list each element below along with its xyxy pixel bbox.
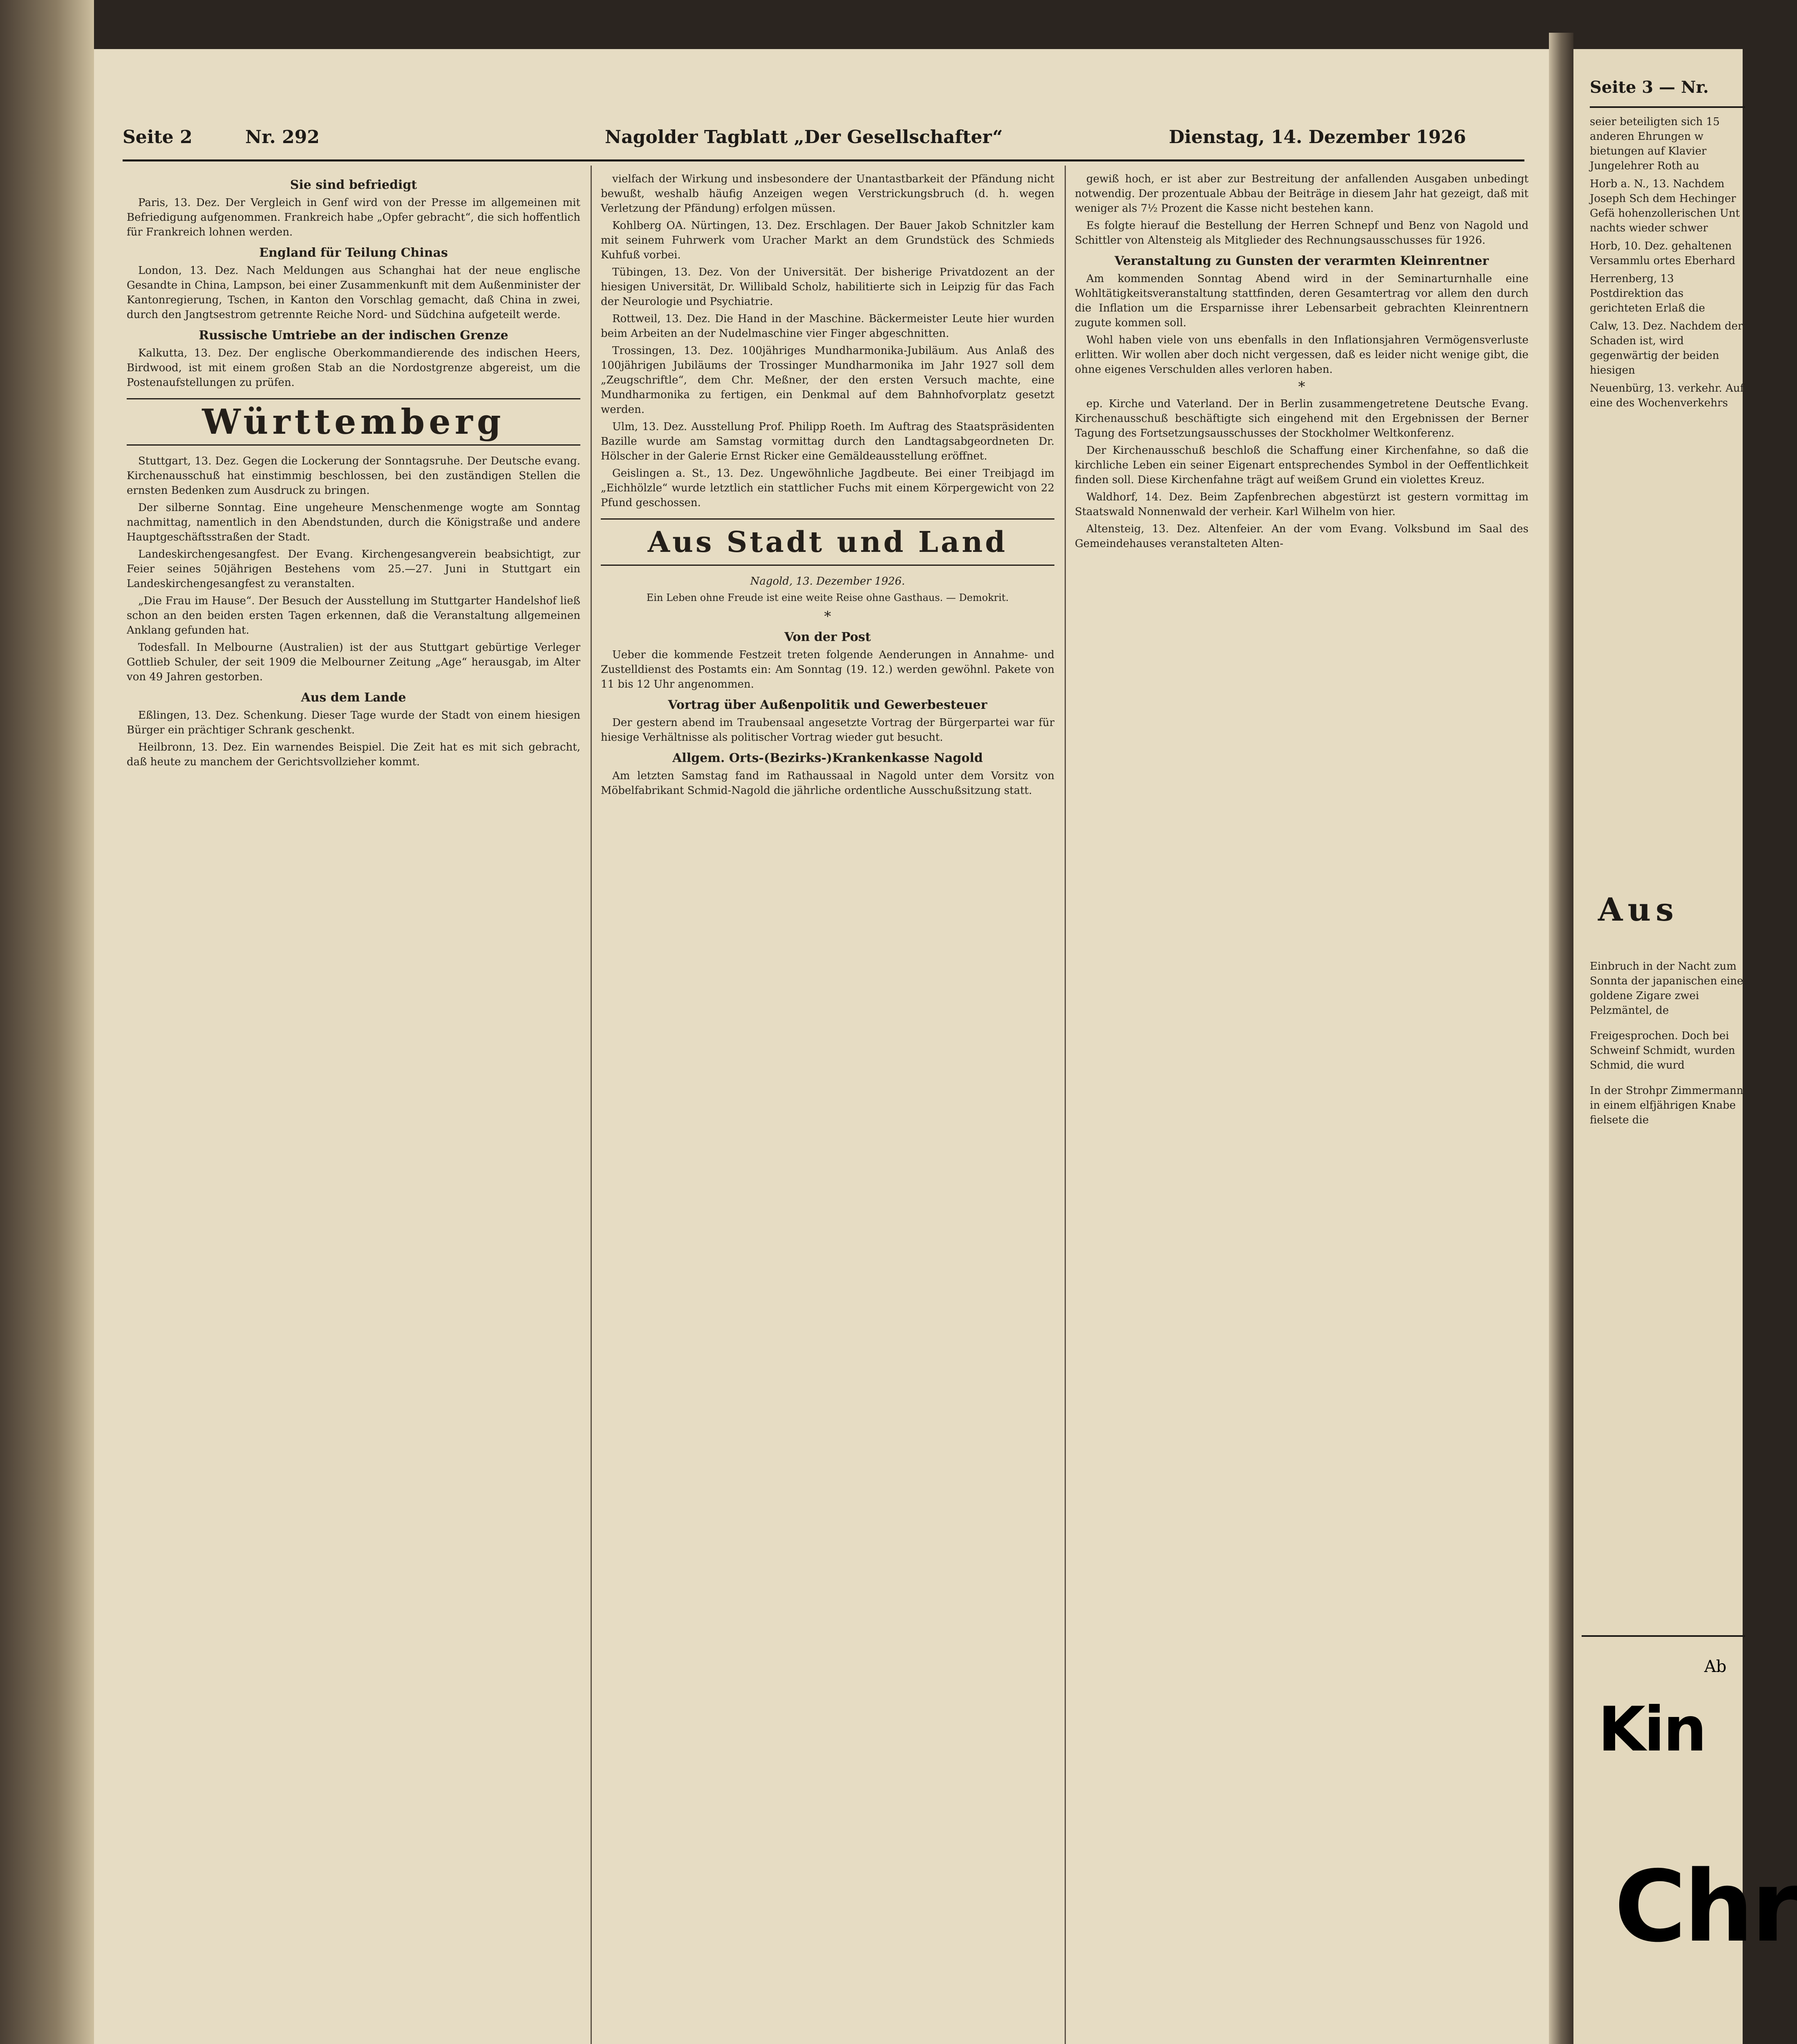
article-paragraph: Ulm, 13. Dez. Ausstellung Prof. Philipp Roeth. Im Auftrag des Staatspräsidenten Bazille wurde am Samstag vormittag durch den Landtagsabgeordneten Dr. Hölscher in der Galerie Ernst Ricker eine Gemäldeausstellung eröffnet. [601, 421, 1054, 462]
separator-asterisk: * [1298, 379, 1305, 395]
article-heading: England für Teilung Chinas [259, 246, 448, 260]
article-heading: Russische Umtriebe an der indischen Grenze [199, 328, 508, 343]
article-paragraph: Kalkutta, 13. Dez. Der englische Oberkommandierende des indischen Heers, Birdwood, ist mit einem großen Stab an die Nordostgrenze abgereist, um die Postenaufstellungen zu prüfen. [127, 347, 580, 389]
column-rule [1065, 166, 1066, 2044]
right-page-number: Seite 3 — Nr. [1590, 78, 1709, 97]
header-rule [123, 159, 1524, 161]
article-paragraph: Todesfall. In Melbourne (Australien) ist der aus Stuttgart gebürtige Verleger Gottlieb Schuler, der seit 1909 die Melbourner Zeitung „Age“ herausgab, im Alter von 49 Jahren gestorben. [127, 641, 580, 683]
newspaper-title: Nagolder Tagblatt „Der Gesellschafter“ [605, 127, 1003, 148]
article-paragraph: Kohlberg OA. Nürtingen, 13. Dez. Erschlagen. Der Bauer Jakob Schnitzler kam mit seinem Fuhrwerk vom Uracher Markt an dem Grundstück des Schmieds Kuhfuß vorbei. [601, 220, 1054, 261]
article-heading: Sie sind befriedigt [290, 178, 417, 192]
article-heading: Vortrag über Außenpolitik und Gewerbesteuer [668, 698, 987, 712]
article-paragraph: Am letzten Samstag fand im Rathaussaal in Nagold unter dem Vorsitz von Möbelfabrikant Schmid-Nagold die jährliche ordentliche Ausschußsitzung statt. [601, 770, 1054, 797]
article-paragraph: Landeskirchengesangfest. Der Evang. Kirchengesangverein beabsichtigt, zur Feier seines 50jährigen Bestehens vom 25.—27. Juni in Stuttgart ein Landeskirchengesangfest zu veranstalten. [127, 548, 580, 590]
article-paragraph: Der gestern abend im Traubensaal angesetzte Vortrag der Bürgerpartei war für hiesige Verhältnisse als politischer Vortrag wieder gut besucht. [601, 717, 1054, 744]
article-paragraph: Horb, 10. Dez. gehaltenen Versammlu ortes Eberhard [1590, 240, 1735, 267]
article-paragraph: London, 13. Dez. Nach Meldungen aus Schanghai hat der neue englische Gesandte in China, Lampson, bei einer Zusammenkunft mit dem Außenminister der Kantonregierung, Tschen, in Kanton den Vorschlag gemacht, daß China in zwei, durch den Jangtsestrom getrennte Reiche Nord- und Südchina aufgeteilt werde. [127, 264, 580, 321]
advertisement [1582, 1635, 1797, 2044]
article-paragraph: Freigesprochen. Doch bei Schweinf Schmidt, wurden Schmid, die wurd [1590, 1030, 1735, 1071]
ad-text: Ab [1704, 1657, 1727, 1676]
article-paragraph: Wohl haben viele von uns ebenfalls in den Inflationsjahren Vermögensverluste erlitten. Wir wollen aber doch nicht vergessen, daß es leider nicht wenige gibt, die ohne eigenes Verschulden alles verloren haben. [1075, 334, 1528, 376]
article-paragraph: vielfach der Wirkung und insbesondere der Unantastbarkeit der Pfändung nicht bewußt, weshalb häufig Anzeigen wegen Verstrickungsbruch (d. h. wegen Verletzung der Pfändung) erfolgen müssen. [601, 173, 1054, 215]
article-heading: Von der Post [784, 630, 871, 644]
article-paragraph: Herrenberg, 13 Postdirektion das gerichteten Erlaß die [1590, 273, 1705, 314]
page-gutter [1549, 33, 1573, 2044]
article-paragraph: Rottweil, 13. Dez. Die Hand in der Maschine. Bäckermeister Leute hier wurden beim Arbeiten an der Nudelmaschine vier Finger abgeschnitten. [601, 313, 1054, 340]
book-binding [0, 0, 94, 2044]
running-head [123, 127, 1524, 155]
column-2 [601, 172, 1054, 2044]
article-paragraph: Der Kirchenausschuß beschloß die Schaffung einer Kirchenfahne, so daß die kirchliche Leben ein seiner Eigenart entsprechendes Symbol in der Oeffentlichkeit finden soll. Diese Kirchenfahne trägt auf weißem Grund ein violettes Kreuz. [1075, 444, 1528, 486]
section-banner: Aus [1598, 891, 1679, 928]
article-paragraph: Horb a. N., 13. Nachdem Joseph Sch dem Hechinger Gefä hohenzollerischen Unt nachts wieder schwer [1590, 178, 1740, 234]
article-paragraph: Der silberne Sonntag. Eine ungeheure Menschenmenge wogte am Sonntag nachmittag, namentlich in den Abendstunden, durch die Königstraße und andere Hauptgeschäftsstraßen der Stadt. [127, 502, 580, 543]
column-rule [591, 166, 592, 2044]
article-paragraph: Am kommenden Sonntag Abend wird in der Seminarturnhalle eine Wohltätigkeitsveranstaltung stattfinden, deren Gesamtertrag vor allem den durch die Inflation um die Ersparnisse ihrer Lebensarbeit gebrachten Kleinrentnern zugute kommen soll. [1075, 273, 1528, 329]
article-heading: Aus dem Lande [301, 690, 406, 705]
header-rule [1590, 106, 1745, 108]
article-heading: Allgem. Orts-(Bezirks-)Krankenkasse Nagold [672, 751, 983, 765]
article-paragraph: Stuttgart, 13. Dez. Gegen die Lockerung der Sonntagsruhe. Der Deutsche evang. Kirchenausschuß hat einstimmig beschlossen, bei den zuständigen Stellen die ernsten Bedenken zum Ausdruck zu bringen. [127, 455, 580, 497]
article-paragraph: Ueber die kommende Festzeit treten folgende Aenderungen in Annahme- und Zustelldienst des Postamts ein: Am Sonntag (19. 12.) werden gewöhnl. Pakete von 11 bis 12 Uhr angenommen. [601, 649, 1054, 690]
article-paragraph: Tübingen, 13. Dez. Von der Universität. Der bisherige Privatdozent an der hiesigen Universität, Dr. Willibald Scholz, habilitierte sich in Leipzig für das Fach der Neurologie und Psychiatrie. [601, 266, 1054, 308]
right-page-text [1590, 114, 1745, 932]
article-paragraph: „Die Frau im Hause“. Der Besuch der Ausstellung im Stuttgarter Handelshof ließ schon an den beiden ersten Tagen erkennen, daß die Veranstaltung allgemeinen Anklang gefunden hat. [127, 595, 580, 637]
dateline: Nagold, 13. Dezember 1926. [750, 575, 905, 587]
section-banner: Württemberg [127, 398, 580, 446]
article-paragraph: ep. Kirche und Vaterland. Der in Berlin zusammengetretene Deutsche Evang. Kirchenausschuß beschäftigte sich eingehend mit den Ergebnissen der Berner Tagung des Fortsetzungsausschusses der Stockholmer Weltkonferenz. [1075, 398, 1528, 439]
article-paragraph: gewiß hoch, er ist aber zur Bestreitung der anfallenden Ausgaben unbedingt notwendig. Der prozentuale Abbau der Beiträge in diesem Jahr hat gezeigt, daß mit weniger als 7½ Prozent die Kasse nicht bestehen kann. [1075, 173, 1528, 215]
column-3 [1075, 172, 1528, 2044]
right-page [1573, 49, 1797, 2044]
article-paragraph: Geislingen a. St., 13. Dez. Ungewöhnliche Jagdbeute. Bei einer Treibjagd im „Eichhölzle“ wurde letztlich ein stattlicher Fuchs mit einem Körpergewicht von 22 Pfund geschossen. [601, 467, 1054, 509]
article-paragraph: In der Strohpr Zimmermann in einem elfjährigen Knabe fielsete die [1590, 1085, 1743, 1126]
ad-headline: Chr [1614, 1849, 1797, 1964]
article-heading: Veranstaltung zu Gunsten der verarmten Kleinrentner [1114, 254, 1489, 268]
article-paragraph: Eßlingen, 13. Dez. Schenkung. Dieser Tage wurde der Stadt von einem hiesigen Bürger ein prächtiger Schrank geschenkt. [127, 709, 580, 736]
page-number: Seite 2 [123, 127, 192, 148]
article-paragraph: seier beteiligten sich 15 anderen Ehrungen w bietungen auf Klavier Jungelehrer Roth au [1590, 116, 1720, 172]
left-page [94, 49, 1550, 2044]
column-1 [127, 172, 580, 2044]
article-paragraph: Paris, 13. Dez. Der Vergleich in Genf wird von der Presse im allgemeinen mit Befriedigung aufgenommen. Frankreich habe „Opfer gebracht“, die sich hoffentlich für Frankreich lohnen werden. [127, 197, 580, 238]
issue-date: Dienstag, 14. Dezember 1926 [1169, 127, 1466, 148]
separator-asterisk: * [824, 608, 831, 625]
article-paragraph: Neuenbürg, 13. verkehr. Auf eine des Wochenverkehrs [1590, 382, 1744, 409]
article-paragraph: Waldhorf, 14. Dez. Beim Zapfenbrechen abgestürzt ist gestern vormittag im Staatswald Nonnenwald der verheir. Karl Wilhelm von hier. [1075, 491, 1528, 518]
motto: Ein Leben ohne Freude ist eine weite Reise ohne Gasthaus. — Demokrit. [646, 592, 1009, 603]
article-paragraph: Trossingen, 13. Dez. 100jähriges Mundharmonika-Jubiläum. Aus Anlaß des 100jährigen Jubiläums der Trossinger Mundharmonika im Jahr 1927 soll dem „Zeugschriftle“, dem Chr. Meßner, der den ersten Versuch machte, eine Mundharmonika zu fertigen, ein Denkmal auf dem Bahnhofvorplatz gesetzt werden. [601, 345, 1054, 416]
right-page-text [1590, 948, 1745, 1643]
section-banner: Aus Stadt und Land [601, 518, 1054, 566]
article-paragraph: Es folgte hierauf die Bestellung der Herren Schnepf und Benz von Nagold und Schittler von Altensteig als Mitglieder des Rechnungsausschusses für 1926. [1075, 220, 1528, 247]
article-paragraph: Heilbronn, 13. Dez. Ein warnendes Beispiel. Die Zeit hat es mit sich gebracht, daß heute zu manchem der Gerichtsvollzieher kommt. [127, 741, 580, 768]
issue-number: Nr. 292 [245, 127, 320, 148]
article-paragraph: Calw, 13. Dez. Nachdem der Schaden ist, wird gegenwärtig der beiden hiesigen [1590, 320, 1743, 377]
article-paragraph: Altensteig, 13. Dez. Altenfeier. An der vom Evang. Volksbund im Saal des Gemeindehauses veranstalteten Alten- [1075, 523, 1528, 550]
article-paragraph: Einbruch in der Nacht zum Sonnta der japanischen eine goldene Zigare zwei Pelzmäntel, de [1590, 960, 1743, 1017]
ad-headline: Kin [1598, 1694, 1705, 1765]
